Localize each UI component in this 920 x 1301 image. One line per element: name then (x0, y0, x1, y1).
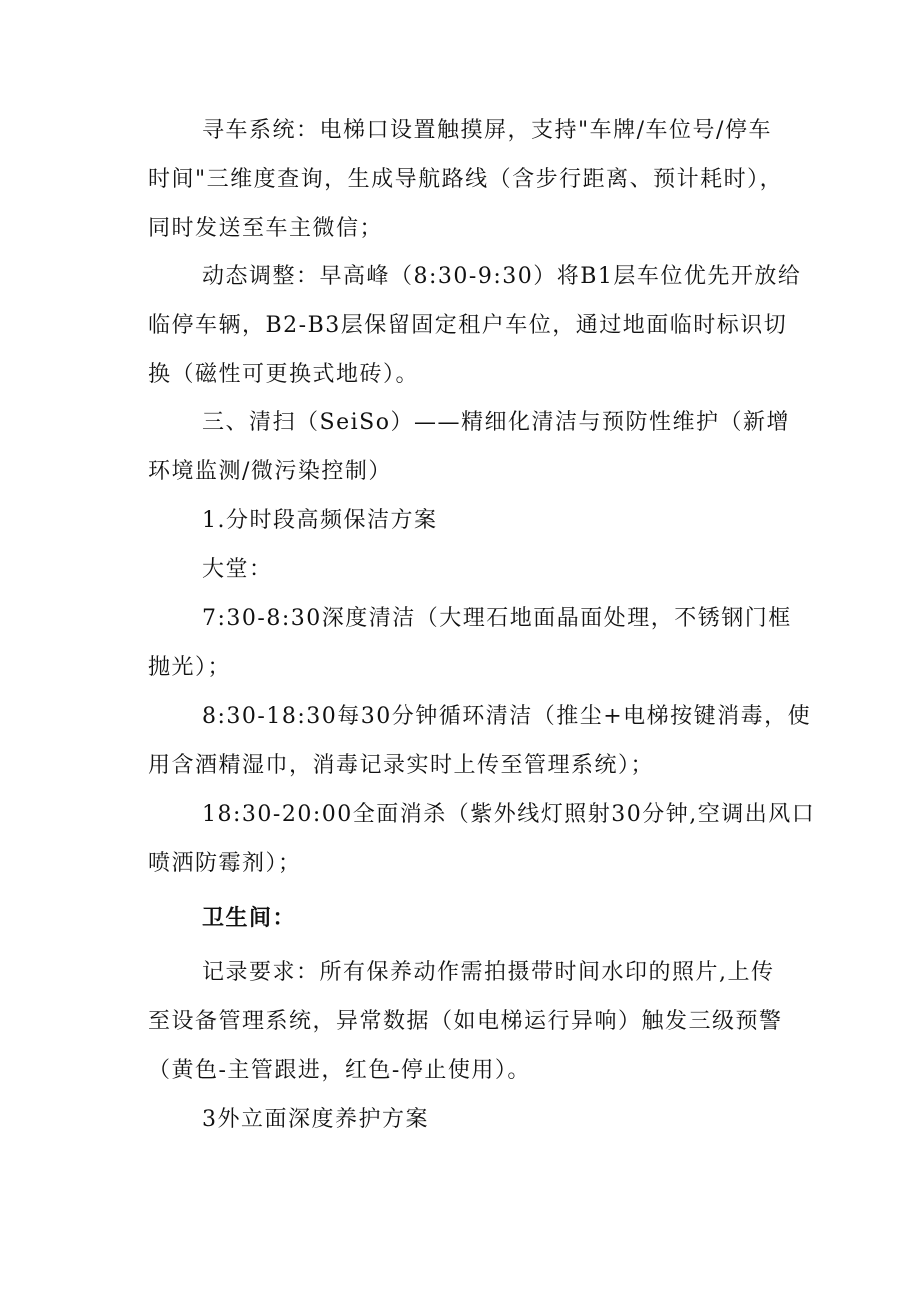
text-line: 7:30-8:30深度清洁（大理石地面晶面处理，不锈钢门框 (202, 606, 792, 631)
paragraph-lobby-cyclic-clean (148, 692, 812, 790)
text-line: 8:30-18:30每30分钟循环清洁（推尘+电梯按键消毒，使 (202, 704, 812, 729)
text-line: 记录要求：所有保养动作需拍摄带时间水印的照片,上传 (202, 960, 775, 985)
subheading-facade-plan (148, 1095, 778, 1144)
paragraph-dynamic-adjustment (148, 252, 802, 399)
text-line: 寻车系统：电梯口设置触摸屏，支持"车牌/车位号/停车 (202, 118, 772, 143)
text-line: 动态调整：早高峰（8:30-9:30）将B1层车位优先开放给 (202, 264, 802, 289)
text-line: 至设备管理系统，异常数据（如电梯运行异响）触发三级预警 (148, 1009, 783, 1034)
text-line: 换（磁性可更换式地砖）。 (148, 362, 420, 387)
text-line: 同时发送至车主微信； (148, 216, 384, 241)
text-line: 18:30-20:00全面消杀（紫外线灯照射30分钟,空调出风口 (202, 802, 816, 827)
text-line: 用含酒精湿巾，消毒记录实时上传至管理系统）； (148, 753, 655, 778)
label-restroom (148, 894, 778, 943)
text-line: 卫生间： (202, 905, 297, 931)
text-line: 喷洒防霉剂）； (148, 851, 302, 876)
paragraph-lobby-disinfection (148, 790, 816, 888)
text-line: 临停车辆，B2-B3层保留固定租户车位，通过地面临时标识切 (148, 313, 788, 338)
text-line: 1.分时段高频保洁方案 (202, 508, 438, 533)
text-line: 3外立面深度养护方案 (202, 1107, 429, 1132)
paragraph-lobby-deep-clean (148, 594, 792, 692)
text-line: 大堂： (202, 557, 273, 582)
paragraph-record-requirements (148, 948, 783, 1095)
text-line: （黄色-主管跟进，红色-停止使用）。 (148, 1058, 531, 1083)
subheading-cleaning-plan (148, 496, 778, 545)
section-heading-seiso (148, 398, 790, 496)
paragraph-car-finding-system (148, 106, 784, 253)
text-line: 抛光）； (148, 655, 232, 680)
text-line: 三、清扫（SeiSo）——精细化清洁与预防性维护（新增 (202, 410, 790, 435)
label-lobby (148, 545, 778, 594)
text-line: 环境监测/微污染控制） (148, 459, 392, 484)
text-line: 时间"三维度查询，生成导航路线（含步行距离、预计耗时）， (148, 167, 784, 192)
